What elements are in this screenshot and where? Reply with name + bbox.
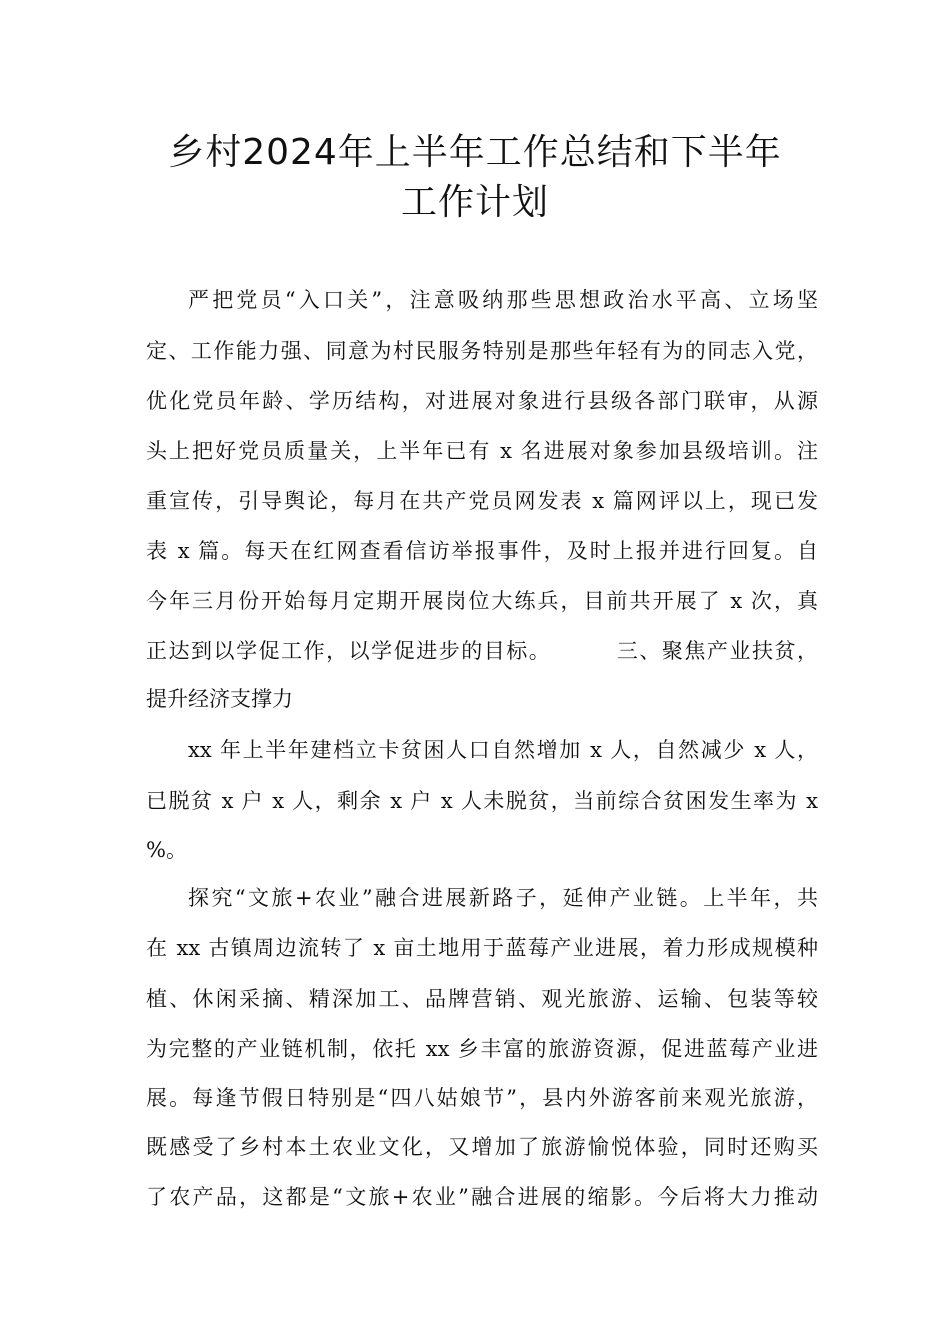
body-line: 正达到以学促工作，以学促进步的目标。 三、聚焦产业扶贫， <box>146 639 818 663</box>
title-line-1: 乡村2024年上半年工作总结和下半年 <box>168 132 782 173</box>
body-line: 展。每逢节假日特别是“四八姑娘节”，县内外游客前来观光旅游， <box>146 1086 818 1110</box>
body-line: 探究“文旅+农业”融合进展新路子，延伸产业链。上半年，共 <box>188 886 818 910</box>
body-line: 了农产品，这都是“文旅+农业”融合进展的缩影。今后将大力推动 <box>146 1185 818 1209</box>
section-heading-line: 提升经济支撑力 <box>146 687 293 711</box>
body-line: 已脱贫 x 户 x 人，剩余 x 户 x 人未脱贫，当前综合贫困发生率为 x <box>146 789 818 813</box>
body-line: 定、工作能力强、同意为村民服务特别是那些年轻有为的同志入党， <box>146 339 818 363</box>
body-line: 头上把好党员质量关，上半年已有 x 名进展对象参加县级培训。注 <box>146 439 818 463</box>
body-line: 在 xx 古镇周边流转了 x 亩土地用于蓝莓产业进展，着力形成规模种 <box>146 936 818 960</box>
body-line: 为完整的产业链机制，依托 xx 乡丰富的旅游资源，促进蓝莓产业进 <box>146 1037 818 1061</box>
body-line: 表 x 篇。每天在红网查看信访举报事件，及时上报并进行回复。自 <box>146 539 818 563</box>
document-title <box>140 128 810 228</box>
body-line: %。 <box>146 838 187 862</box>
body-line: 植、休闲采摘、精深加工、品牌营销、观光旅游、运输、包装等较 <box>146 987 818 1011</box>
body-line: 既感受了乡村本土农业文化，又增加了旅游愉悦体验，同时还购买 <box>146 1135 818 1159</box>
body-line: 优化党员年龄、学历结构，对进展对象进行县级各部门联审，从源 <box>146 389 818 413</box>
body-line: 今年三月份开始每月定期开展岗位大练兵，目前共开展了 x 次，真 <box>146 589 818 613</box>
body-line: 严把党员“入口关”，注意吸纳那些思想政治水平高、立场坚 <box>188 288 818 312</box>
body-line: 重宣传，引导舆论，每月在共产党员网发表 x 篇网评以上，现已发 <box>146 489 818 513</box>
title-line-2: 工作计划 <box>400 182 549 223</box>
body-line: xx 年上半年建档立卡贫困人口自然增加 x 人，自然减少 x 人， <box>188 738 818 762</box>
